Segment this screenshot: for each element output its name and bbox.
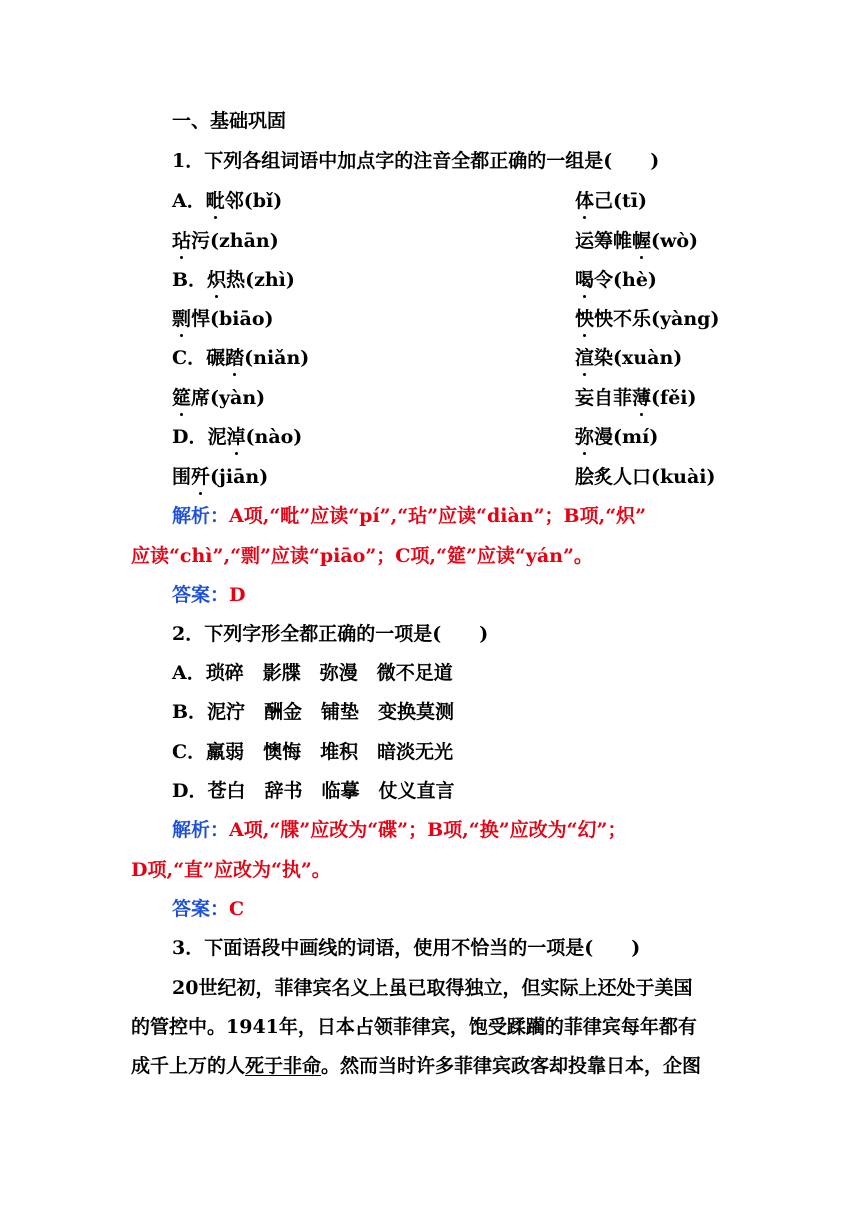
word-pinyin: (nào) [245,426,303,448]
word-text: 脍 [575,466,595,488]
answer-label: 答案： [172,898,230,920]
word-pinyin: 炙人口(kuài) [594,466,716,488]
dotted-char: 渲 [575,343,594,370]
word-text: 泥 [207,426,227,448]
dotted-char: 淖 [227,422,246,449]
word-pinyin: 污(zhān) [191,230,279,252]
q1-answer [172,580,246,607]
q2-analysis-line-2: D项,“直”应改为“执”。 [131,859,331,881]
paragraph-text: 成千上万的人 [131,1055,246,1077]
word-pinyin: 悍(biāo) [191,308,274,330]
word-text: 碾 [206,347,226,369]
q1-option-c-row [172,343,772,370]
word-text: 运筹帷 [575,230,633,252]
section-title: 一、基础巩固 [172,110,287,132]
q3-paragraph-line-2: 的管控中。1941年，日本占领菲律宾，饱受蹂躏的菲律宾每年都有 [131,1016,697,1038]
option-label: C． [172,347,207,369]
underlined-phrase: 死于非命 [245,1055,322,1077]
option-label: A． [172,190,206,212]
word-pinyin: 染(xuàn) [594,347,683,369]
q1-option-a-row [172,186,772,213]
question-1-stem: 1．下列各组词语中加点字的注音全都正确的一组是( ) [172,150,660,172]
q1-option-b-row [172,265,772,292]
option-label: B． [172,269,208,291]
dotted-char: 弥 [575,422,594,449]
analysis-text: A项,“牒”应改为“碟”；B项,“换”应改为“幻”； [229,819,627,841]
q2-option-a: A．琐碎 影牒 弥漫 微不足道 [172,662,453,684]
dotted-char: 薄 [632,383,651,410]
dotted-char: 筵 [172,383,191,410]
q1-analysis-line-1 [172,501,728,528]
dotted-char: 怏 [575,304,594,331]
analysis-label: 解析： [172,819,230,841]
q2-analysis-line-1 [172,815,626,842]
q2-option-b: B．泥泞 酬金 铺垫 变换莫测 [172,701,455,723]
word-pinyin: (wò) [651,230,699,252]
word-pinyin: 怏不乐(yàng) [594,308,720,330]
word-pinyin: (jiān) [210,466,269,488]
option-label: D． [172,426,208,448]
word-pinyin: (niǎn) [244,347,310,369]
q3-paragraph-line-1 [172,973,728,1000]
word-pinyin: (fěi) [651,387,697,409]
q1-option-d-row-2 [172,462,772,489]
word-pinyin: 热(zhì) [226,269,295,291]
word-text: 妄自菲 [575,387,633,409]
q1-option-a-row-2 [172,226,772,253]
dotted-char: 喝 [575,265,594,292]
word-pinyin: 令(hè) [594,269,657,291]
dotted-char: 幄 [632,226,651,253]
q1-option-b-row-2 [172,304,772,331]
word-pinyin: 漫(mí) [594,426,659,448]
dotted-char: 剽 [172,304,191,331]
word-pinyin: 己(tī) [594,190,647,212]
answer-value: C [229,898,245,920]
q2-option-c: C．羸弱 懊悔 堆积 暗淡无光 [172,741,454,763]
paragraph-text: 20世纪初，菲律宾名义上虽已取得独立，但实际上还处于美国 [172,977,693,999]
dotted-char: 体 [575,186,594,213]
paragraph-text: 。然而当时许多菲律宾政客却投靠日本，企图 [321,1055,702,1077]
dotted-char: 歼 [191,462,210,489]
dotted-char: 玷 [172,226,191,253]
answer-value: D [229,584,246,606]
dotted-char: 踏 [225,343,244,370]
word-pinyin: 席(yàn) [191,387,266,409]
q1-option-c-row-2 [172,383,772,410]
q2-option-d: D．苍白 辞书 临摹 仗义直言 [172,780,455,802]
analysis-label: 解析： [172,505,230,527]
dotted-char: 毗 [206,186,225,213]
answer-label: 答案： [172,584,230,606]
q1-analysis-line-2: 应读“chì”,“剽”应读“piāo”；C项,“筵”应读“yán”。 [131,545,593,567]
q1-option-d-row [172,422,772,449]
dotted-char: 炽 [207,265,226,292]
word-pinyin: 邻(bǐ) [224,190,283,212]
word-text: 围 [172,466,192,488]
q3-paragraph-line-3 [131,1051,701,1078]
analysis-text: A项,“毗”应读“pí”,“玷”应读“diàn”；B项,“炽” [229,505,647,527]
question-3-stem: 3．下面语段中画线的词语，使用不恰当的一项是( ) [172,937,641,959]
question-2-stem: 2．下列字形全都正确的一项是( ) [172,623,489,645]
q2-answer [172,894,244,921]
